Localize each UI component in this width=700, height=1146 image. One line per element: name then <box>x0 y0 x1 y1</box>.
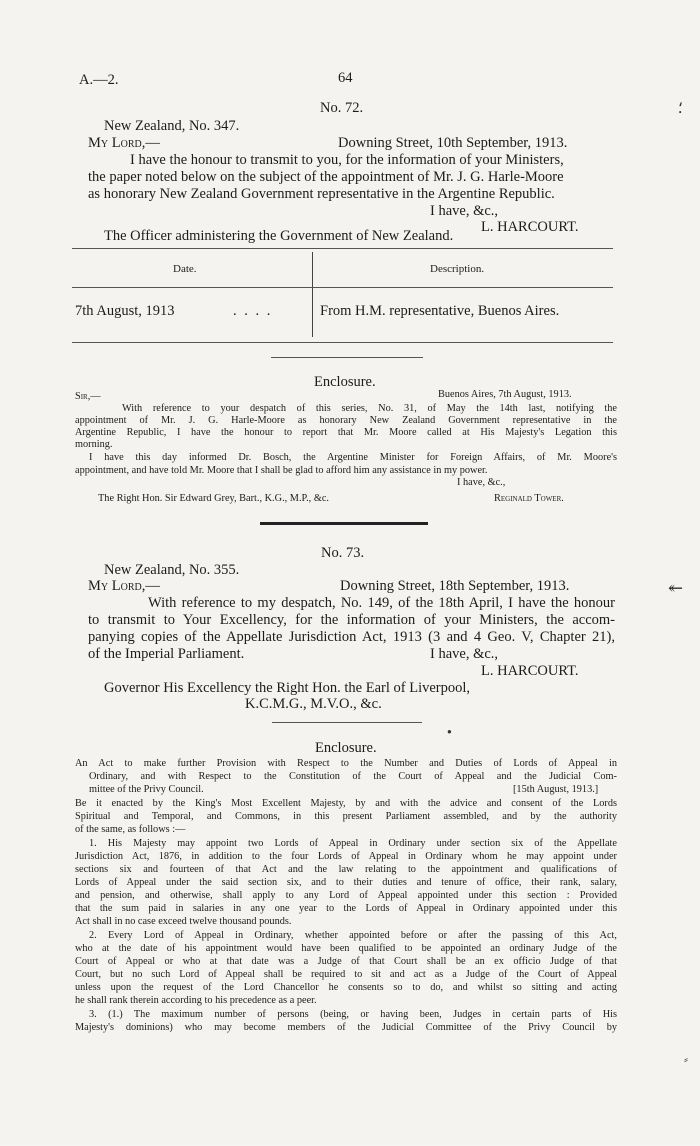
enclosure-line: I have this day informed Dr. Bosch, the Argentine Minister for Foreign Affairs, of Mr. Moore's <box>89 452 617 463</box>
section-line: Court of Appeal or who at that date was a Judge of that Court shall be an ex officio Judge of that <box>75 956 617 967</box>
act-date: [15th August, 1913.] <box>513 784 599 795</box>
addressee: Governor His Excellency the Right Hon. the Earl of Liverpool, <box>104 680 471 696</box>
enclosure-closing: I have, &c., <box>457 477 506 488</box>
enclosure-signature: Reginald Tower. <box>494 493 564 504</box>
section-line: that the sum paid in salaries in any one year to the Lords of Appeal in Ordinary appointed under this <box>75 903 617 914</box>
signature: L. HARCOURT. <box>481 219 579 235</box>
body-line: of the Imperial Parliament. <box>88 646 245 662</box>
addressee: K.C.M.G., M.V.O., &c. <box>245 696 382 712</box>
table-top-rule <box>72 248 613 249</box>
section-line: 1. His Majesty may appoint two Lords of Appeal in Ordinary under section six of the Appellate <box>89 838 617 849</box>
margin-mark-icon: ↞ <box>668 578 684 598</box>
despatch-number: No. 72. <box>320 100 364 116</box>
enclosure-addressee: The Right Hon. Sir Edward Grey, Bart., K.G., M.P., &c. <box>98 493 329 504</box>
margin-mark-icon: ⸗ <box>684 1052 688 1066</box>
heavy-divider <box>260 522 428 525</box>
act-title-line: An Act to make further Provision with Respect to the Number and Duties of Lords of Appeal in <box>75 758 617 769</box>
section-line: 2. Every Lord of Appeal in Ordinary, whether appointed before or after the passing of this Act, <box>89 930 617 941</box>
body-line: With reference to my despatch, No. 149, of the 18th April, I have the honour <box>148 595 615 611</box>
enclosure-title: Enclosure. <box>315 740 377 756</box>
enacting-line: of the same, as follows :— <box>75 824 186 835</box>
table-column-divider <box>312 252 313 337</box>
section-line: Act shall in no case exceed twelve thousand pounds. <box>75 916 292 927</box>
section-line: and pension, and otherwise, shall apply to any Lord of Appeal appointed under this section : Provided <box>75 890 617 901</box>
page-reference: A.—2. <box>79 72 119 88</box>
enclosure-place-date: Buenos Aires, 7th August, 1913. <box>438 389 572 400</box>
place-date: Downing Street, 10th September, 1913. <box>338 135 568 151</box>
section-line: Jurisdiction Act, 1876, in addition to the four Lords of Appeal in Ordinary whom he may appoint under <box>75 851 617 862</box>
dot-mark-icon: ● <box>447 727 452 736</box>
act-title-line: Ordinary, and with Respect to the Constitution of the Court of Appeal and the Judicial Com- <box>89 771 617 782</box>
salutation: My Lord,— <box>88 135 160 151</box>
section-line: he shall rank therein according to his precedence as a peer. <box>75 995 317 1006</box>
section-line: Court, but no such Lord of Appeal shall be required to sit and act as a Judge of the Court of Appeal <box>75 969 617 980</box>
addressee: The Officer administering the Government of New Zealand. <box>104 228 454 244</box>
enacting-line: Be it enacted by the King's Most Excellent Majesty, by and with the advice and consent of the Lords <box>75 798 617 809</box>
table-cell-date: 7th August, 1913 <box>75 303 175 319</box>
enclosure-salutation: Sir,— <box>75 391 101 402</box>
despatch-series: New Zealand, No. 347. <box>104 118 240 134</box>
closing: I have, &c., <box>430 646 499 662</box>
section-divider <box>272 722 422 723</box>
despatch-series: New Zealand, No. 355. <box>104 562 240 578</box>
section-line: sections six and fourteen of that Act and the law relating to the appointment and qualifications of <box>75 864 617 875</box>
enclosure-title: Enclosure. <box>314 374 376 390</box>
enclosure-line: appointment, and have told Mr. Moore that I shall be glad to afford him any assistance in my power. <box>75 465 488 476</box>
despatch-number: No. 73. <box>321 545 365 561</box>
table-header-date: Date. <box>173 263 197 275</box>
place-date: Downing Street, 18th September, 1913. <box>340 578 570 594</box>
signature: L. HARCOURT. <box>481 663 579 679</box>
body-line: I have the honour to transmit to you, for the information of your Ministers, <box>130 152 564 168</box>
table-cell-leaders: . . . . <box>233 303 273 319</box>
body-line: the paper noted below on the subject of the appointment of Mr. J. G. Harle-Moore <box>88 169 564 185</box>
body-line: as honorary New Zealand Government representative in the Argentine Republic. <box>88 186 555 202</box>
enacting-line: Spiritual and Temporal, and Commons, in this present Parliament assembled, and by the authority <box>75 811 617 822</box>
enclosure-line: morning. <box>75 439 113 450</box>
enclosure-line: appointment of Mr. J. G. Harle-Moore as honorary New Zealand Government representative in the <box>75 415 617 426</box>
enclosure-line: With reference to your despatch of this series, No. 31, of May the 14th last, notifying the <box>122 403 617 414</box>
table-header-description: Description. <box>430 263 485 275</box>
section-line: who at the date of his appointment would have been qualified to be appointed an ordinary Judge of the <box>75 943 617 954</box>
table-cell-description: From H.M. representative, Buenos Aires. <box>320 303 560 319</box>
body-line: to transmit to Your Excellency, for the information of your Ministers, the accom- <box>88 612 615 628</box>
section-line: Majesty's dominions) who may become members of the Judicial Committee of the Privy Council by <box>75 1022 617 1033</box>
margin-mark-icon: ⸵ <box>678 100 683 117</box>
section-line: 3. (1.) The maximum number of persons (being, or having been, Judges in certain parts of His <box>89 1009 617 1020</box>
table-bottom-rule <box>72 342 613 343</box>
body-line: panying copies of the Appellate Jurisdiction Act, 1913 (3 and 4 Geo. V, Chapter 21), <box>88 629 615 645</box>
salutation: My Lord,— <box>88 578 160 594</box>
page-number: 64 <box>338 70 353 86</box>
section-divider <box>271 357 423 358</box>
act-title-line: mittee of the Privy Council. <box>89 784 204 795</box>
enclosure-line: Argentine Republic, I have the honour to report that Mr. Moore called at His Majesty's Legation this <box>75 427 617 438</box>
table-header-rule <box>72 287 613 288</box>
section-line: Lords of Appeal under the said section six, and to their duties and tenure of office, their rank, salary, <box>75 877 617 888</box>
section-line: unless upon the request of the Lord Chancellor he consents so to do, and whilst so sitting and acting <box>75 982 617 993</box>
closing: I have, &c., <box>430 203 499 219</box>
